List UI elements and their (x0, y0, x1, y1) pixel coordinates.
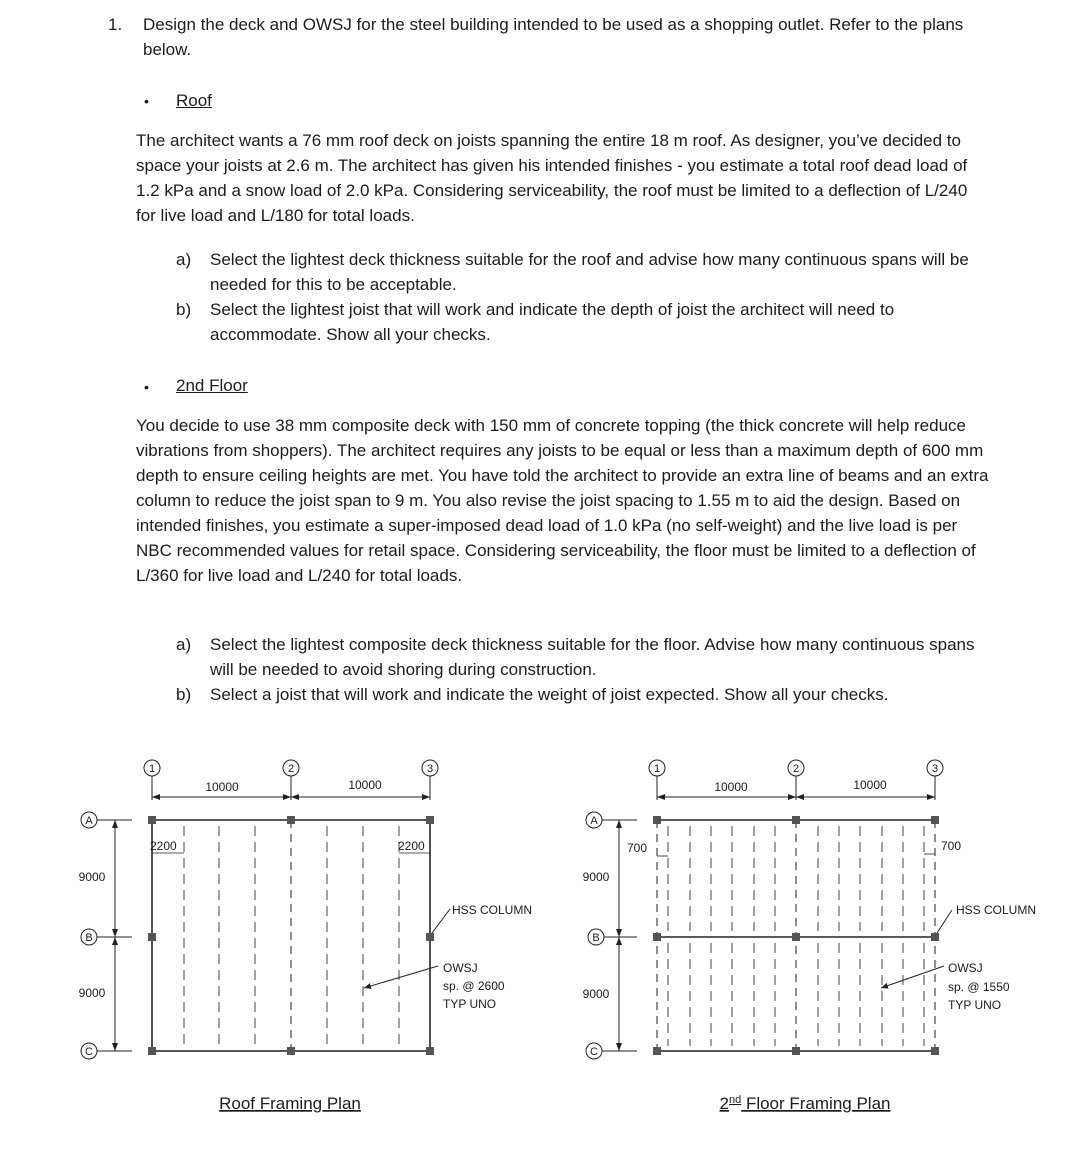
roof-dim-row-2: 9000 (78, 986, 106, 1000)
roof-owsj-spacing: sp. @ 2600 (443, 979, 505, 993)
svg-text:3: 3 (931, 763, 939, 775)
roof-grid-row-b (81, 929, 132, 945)
floor-grid-col-2 (788, 760, 804, 800)
svg-text:1: 1 (148, 763, 156, 775)
floor-bullet: • (144, 379, 149, 395)
floor-item-a-text: Select the lightest composite deck thickness suitable for the floor. Advise how many continuous spans will be needed to avoid shoring during construction. (210, 635, 975, 679)
floor-item-b-text: Select a joist that will work and indicate the weight of joist expected. Show all your checks. (210, 685, 889, 704)
floor-dim-row-1: 9000 (582, 870, 610, 884)
roof-item-a-text: Select the lightest deck thickness suitable for the roof and advise how many continuous spans will be needed for this to be acceptable. (210, 250, 969, 294)
svg-text:A: A (85, 815, 93, 827)
floor-paragraph: You decide to use 38 mm composite deck with 150 mm of concrete topping (the thick concrete will help reduce vibrations from shoppers). The architect requires any joists to be equal or less than a maximum depth of 600 mm depth to ensure ceiling heights are met. You have told the architect to provide an extra line of beams and an extra column to reduce the joist span to 9 m. You also revise the joist spacing to 1.55 m to aid the design. Based on intended finishes, you estimate a super-imposed dead load of 1.0 kPa (no self-weight) and the live load is per NBC recommended values for retail space. Considering serviceability, the floor must be limited to a deflection of L/360 for live load and L/240 for total loads. (136, 416, 989, 585)
floor-owsj-note: TYP UNO (948, 998, 1002, 1012)
roof-grid-col-3 (422, 760, 438, 800)
floor-item-a-label: a) (176, 635, 192, 654)
floor-dim-col-2: 10000 (853, 778, 887, 792)
svg-text:A: A (590, 815, 598, 827)
svg-text:3: 3 (426, 763, 434, 775)
roof-grid-row-a (81, 812, 132, 828)
roof-edge-dim-left: 2200 (150, 839, 177, 853)
roof-item-a-label: a) (176, 250, 192, 269)
svg-text:1: 1 (653, 763, 661, 775)
roof-item-b-label: b) (176, 300, 192, 319)
floor-hss-column-label: HSS COLUMN (956, 903, 1037, 917)
roof-framing-plan (79, 760, 532, 1113)
roof-grid-row-c (81, 1043, 132, 1059)
floor-grid-col-1 (649, 760, 665, 800)
svg-text:C: C (590, 1046, 598, 1058)
svg-text:C: C (85, 1046, 93, 1058)
roof-edge-dim-right: 2200 (398, 839, 425, 853)
roof-grid-col-2 (283, 760, 299, 800)
floor-grid-row-c (586, 1043, 637, 1059)
floor-owsj-label: OWSJ (948, 961, 983, 975)
roof-paragraph: The architect wants a 76 mm roof deck on joists spanning the entire 18 m roof. As designer, you’ve decided to space your joists at 2.6 m. The architect has given his intended finishes - you estimate a total roof dead load of 1.2 kPa and a snow load of 2.0 kPa. Considering serviceability, the roof must be limited to a deflection of L/240 for live load and L/180 for total loads. (136, 131, 968, 225)
svg-text:B: B (85, 932, 93, 944)
question-number: 1. (108, 15, 123, 34)
roof-hss-column-label: HSS COLUMN (452, 903, 533, 917)
floor-plan-title: 2nd Floor Framing Plan (719, 1094, 891, 1113)
floor-grid-row-b (588, 929, 637, 945)
roof-heading: Roof (176, 91, 212, 110)
floor-grid-col-3 (927, 760, 943, 800)
floor-owsj-spacing: sp. @ 1550 (948, 980, 1010, 994)
roof-bullet: • (144, 93, 149, 109)
roof-item-b-text: Select the lightest joist that will work and indicate the depth of joist the architect will need to accommodate. Show all your checks. (210, 300, 895, 344)
floor-dim-col-1: 10000 (714, 780, 748, 794)
floor-dim-row-2: 9000 (582, 987, 610, 1001)
floor-item-b-label: b) (176, 685, 192, 704)
svg-text:2: 2 (287, 763, 295, 775)
floor-edge-dim-right: 700 (941, 839, 962, 853)
roof-dim-col-1: 10000 (205, 780, 239, 794)
question-text: Design the deck and OWSJ for the steel building intended to be used as a shopping outlet. Refer to the plans below. (143, 15, 964, 59)
roof-owsj-note: TYP UNO (443, 997, 497, 1011)
floor-heading: 2nd Floor (176, 376, 248, 395)
roof-dim-row-1: 9000 (78, 870, 106, 884)
svg-text:2: 2 (792, 763, 800, 775)
roof-plan-title: Roof Framing Plan (219, 1094, 361, 1113)
floor-edge-dim-left: 700 (627, 841, 648, 855)
floor-grid-row-a (586, 812, 637, 828)
svg-text:B: B (592, 932, 600, 944)
roof-dim-col-2: 10000 (348, 778, 382, 792)
roof-grid-col-1 (144, 760, 160, 800)
floor-framing-plan (583, 760, 1036, 1113)
roof-owsj-label: OWSJ (443, 961, 478, 975)
